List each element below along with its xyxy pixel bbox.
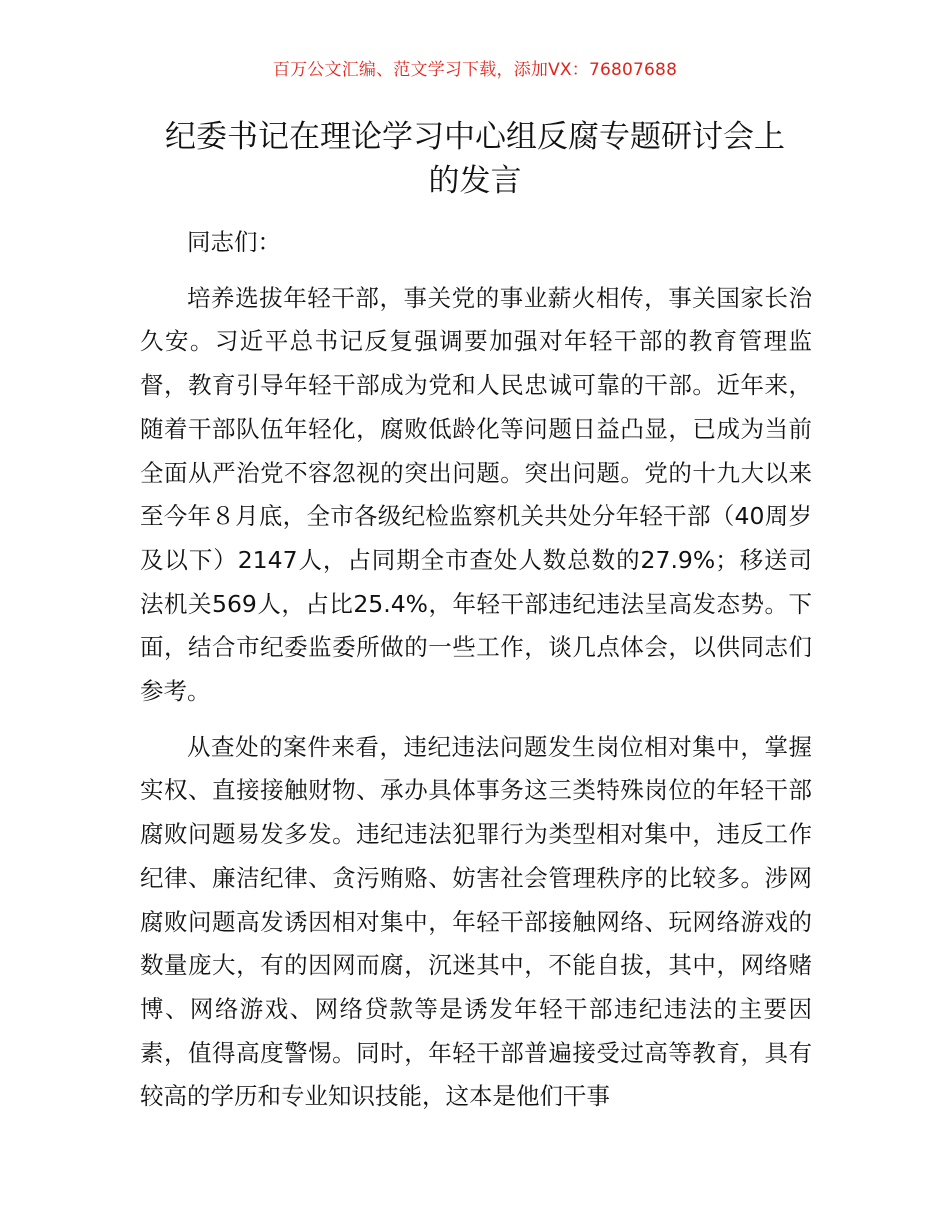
title-line-1: 纪委书记在理论学习中心组反腐专题研讨会上 (165, 119, 785, 155)
header-watermark-note: 百万公文汇编、范文学习下载，添加VX：76807688 (272, 60, 678, 80)
document-title (140, 115, 810, 203)
document-body (140, 221, 812, 1131)
paragraph-2: 从查处的案件来看，违纪违法问题发生岗位相对集中，掌握实权、直接接触财物、承办具体事务这三类特殊岗位的年轻干部腐败问题易发多发。违纪违法犯罪行为类型相对集中，违反工作纪律、廉洁纪律、贪污贿赂、妨害社会管理秩序的比较多。涉网腐败问题高发诱因相对集中，年轻干部接触网络、玩网络游戏的数量庞大，有的因网而腐，沉迷其中，不能自拔，其中，网络赌博、网络游戏、网络贷款等是诱发年轻干部违纪违法的主要因素，值得高度警惕。同时，年轻干部普遍接受过高等教育，具有较高的学历和专业知识技能，这本是他们干事 (140, 732, 812, 1111)
paragraph-1: 培养选拔年轻干部，事关党的事业薪火相传，事关国家长治久安。习近平总书记反复强调要加强对年轻干部的教育管理监督，教育引导年轻干部成为党和人民忠诚可靠的干部。近年来，随着干部队伍年轻化，腐败低龄化等问题日益凸显，已成为当前全面从严治党不容忽视的突出问题。突出问题。党的十九大以来至今年８月底，全市各级纪检监察机关共处分年轻干部（40周岁及以下）2147人，占同期全市查处人数总数的27.9%；移送司法机关569人，占比25.4%，年轻干部违纪违法呈高发态势。下面，结合市纪委监委所做的一些工作，谈几点体会，以供同志们参考。 (140, 283, 812, 706)
salutation: 同志们： (187, 228, 281, 256)
title-line-2: 的发言 (428, 163, 522, 199)
